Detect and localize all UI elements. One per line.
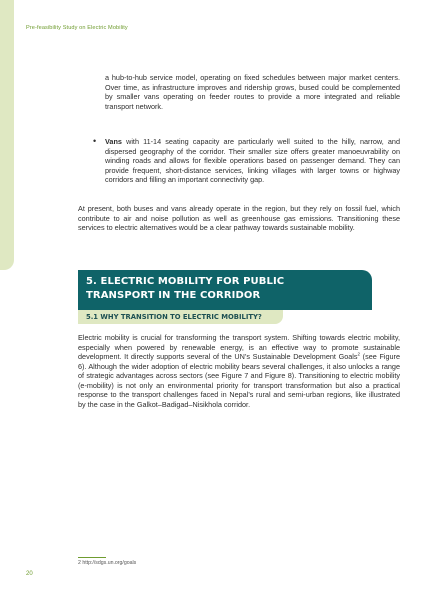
running-header: Pre-feasibility Study on Electric Mobility [26,25,128,31]
side-accent-bar [0,0,14,270]
page-number: 20 [26,571,33,577]
section-heading-banner [78,270,372,310]
vans-bullet [93,137,400,185]
paragraph-2-part-a: Electric mobility is crucial for transforming the transport system. Shifting towards electric mobility, especially when powered by renewable energy, is an effective way to promote sustainable development. It directly supports several of the UN’s Sustainable Development Goals [78,333,400,361]
subsection-title: 5.1 WHY TRANSITION TO ELECTRIC MOBILITY? [86,313,262,321]
vans-bullet-body [105,137,400,185]
footnote-divider [78,557,106,558]
footnote: 2 http://sdgs.un.org/goals [78,560,137,566]
subsection-heading-banner [78,310,283,324]
paragraph-current-fleet: At present, both buses and vans already operate in the region, but they rely on fossil fuel, which contribute to air and noise pollution as well as greenhouse gas emissions. Transitioning these services to electric alternatives would be a clear pathway towards sustainable mobility. [78,204,400,232]
vans-label: Vans [105,137,122,146]
section-title-line2: TRANSPORT IN THE CORRIDOR [86,290,261,301]
paragraph-why-transition [78,333,400,409]
vans-text: with 11-14 seating capacity are particularly well suited to the hilly, narrow, and dispersed geography of the corridor. Their smaller size offers greater manoeuvrability on winding roads and allows for flexible operations based on passenger demand. They can provide frequent, short-distance services, linking villages with larger towns or highway corridors and filling an important connectivity gap. [105,137,400,184]
paragraph-2-part-b: (see Figure 6). Although the wider adoption of electric mobility bears several challenges, it also unlocks a range of strategic advantages across sectors (see Figure 7 and Figure 8). Transitioning to electric mobility (e-mobility) is not only an environmental priority for transport transformation but also a practical response to the transport challenges faced in Nepal’s rural and semi-urban regions, like illustrated by the case in the Galkot–Badigad–Nisikhola corridor. [78,352,400,409]
section-title-line1: 5. ELECTRIC MOBILITY FOR PUBLIC [86,276,285,287]
bus-bullet-continuation: a hub-to-hub service model, operating on fixed schedules between major market centers. Over time, as infrastructure improves and ridership grows, bused could be complemented by smaller vans operating on feeder routes to provide a more integrated and reliable transport network. [105,73,400,111]
footnote-reference[interactable]: 2 [357,351,361,357]
bullet-dot-icon: • [93,136,97,146]
